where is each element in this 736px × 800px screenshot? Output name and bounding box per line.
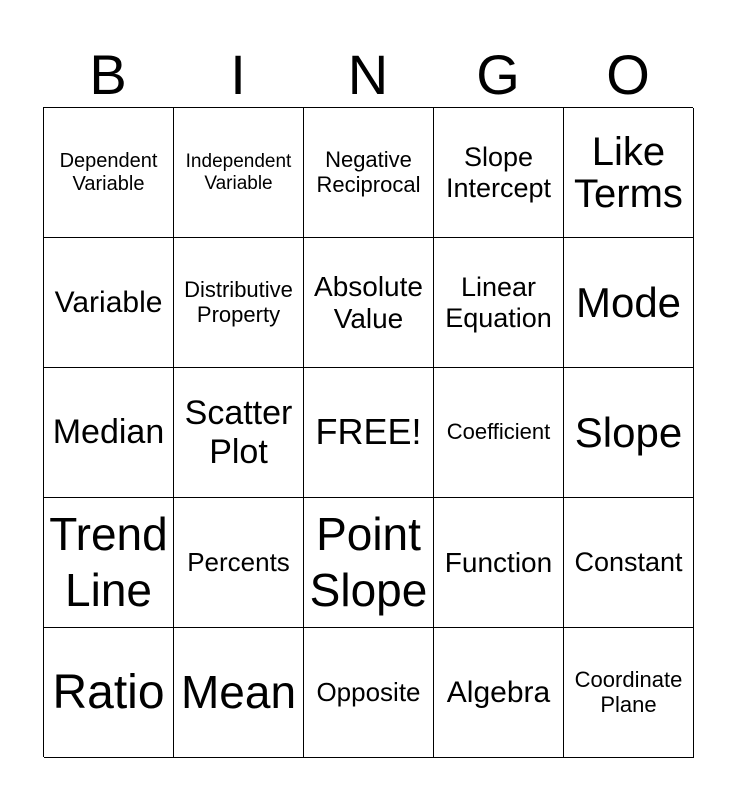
header-letter-g: G xyxy=(476,43,520,106)
bingo-cell[interactable]: Linear Equation xyxy=(434,238,564,368)
bingo-cell[interactable]: Constant xyxy=(564,498,694,628)
bingo-board xyxy=(43,107,693,757)
bingo-cell[interactable]: Distributive Property xyxy=(174,238,304,368)
bingo-cell[interactable]: Like Terms xyxy=(564,108,694,238)
bingo-cell[interactable]: Negative Reciprocal xyxy=(304,108,434,238)
bingo-cell[interactable]: Coefficient xyxy=(434,368,564,498)
bingo-cell[interactable]: Absolute Value xyxy=(304,238,434,368)
bingo-cell[interactable]: Ratio xyxy=(44,628,174,758)
header-letter-b: B xyxy=(89,43,127,106)
bingo-cell[interactable]: Median xyxy=(44,368,174,498)
bingo-cell[interactable]: Slope xyxy=(564,368,694,498)
bingo-cell free-space[interactable]: FREE! xyxy=(304,368,434,498)
bingo-cell[interactable]: Algebra xyxy=(434,628,564,758)
bingo-cell[interactable]: Percents xyxy=(174,498,304,628)
bingo-header xyxy=(43,44,693,106)
bingo-cell[interactable]: Scatter Plot xyxy=(174,368,304,498)
bingo-cell[interactable]: Dependent Variable xyxy=(44,108,174,238)
bingo-cell[interactable]: Trend Line xyxy=(44,498,174,628)
bingo-cell[interactable]: Mode xyxy=(564,238,694,368)
header-letter-i: I xyxy=(230,43,246,106)
header-letter-o: O xyxy=(606,43,650,106)
bingo-cell[interactable]: Function xyxy=(434,498,564,628)
bingo-cell[interactable]: Variable xyxy=(44,238,174,368)
bingo-cell[interactable]: Slope Intercept xyxy=(434,108,564,238)
bingo-cell[interactable]: Point Slope xyxy=(304,498,434,628)
bingo-cell[interactable]: Independent Variable xyxy=(174,108,304,238)
bingo-cell[interactable]: Mean xyxy=(174,628,304,758)
bingo-cell[interactable]: Coordinate Plane xyxy=(564,628,694,758)
bingo-cell[interactable]: Opposite xyxy=(304,628,434,758)
header-letter-n: N xyxy=(347,43,389,106)
